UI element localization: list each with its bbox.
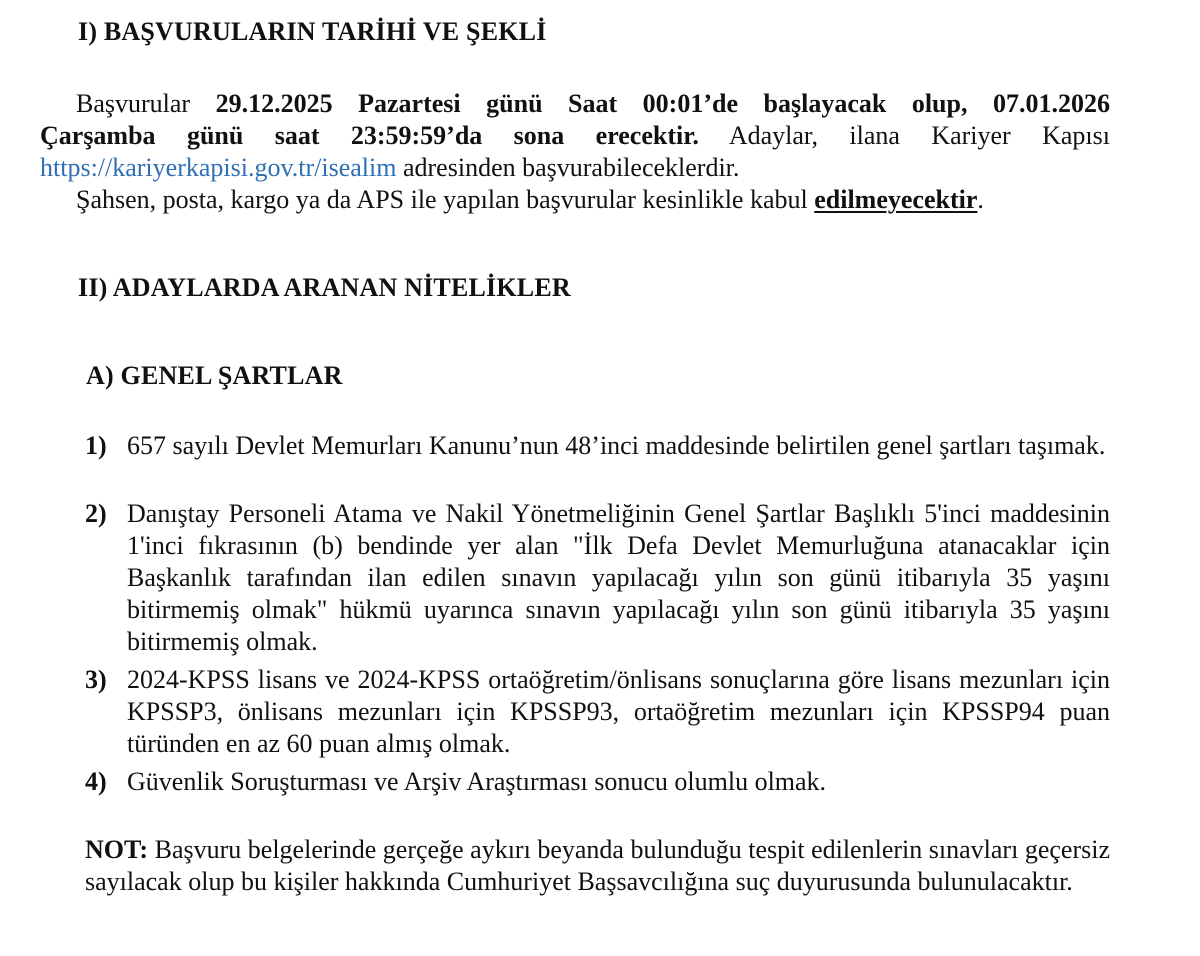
application-line-1 xyxy=(40,88,1110,120)
note-label: NOT: xyxy=(85,835,149,864)
list-item-text: 657 sayılı Devlet Memurları Kanunu’nun 48’inci maddesinde belirtilen genel şartları taşımak. xyxy=(127,431,1106,460)
application-line-3 xyxy=(40,152,1110,184)
subheading-general-conditions: A) GENEL ŞARTLAR xyxy=(86,361,343,390)
application-intro-text: Başvurular xyxy=(76,89,216,118)
list-item-text: Danıştay Personeli Atama ve Nakil Yönetmeliğinin Genel Şartlar Başlıklı 5'inci maddesinin 1'inci fıkrasının (b) bendinde yer alan "İlk Defa Devlet Memurluğuna atanacaklar için Başkanlık tarafından ilan edilen sınavın yapılacağı yılın son günü itibarıyla 35 yaşını bitirmemiş olmak" hükmü uyarınca sınavın yapılacağı yılın son günü itibarıyla 35 yaşını bitirmemiş olmak. xyxy=(127,499,1110,656)
list-item xyxy=(85,498,1110,660)
application-end-date: Çarşamba günü saat 23:59:59’da sona erecektir. xyxy=(40,121,699,150)
application-start-date: 29.12.2025 Pazartesi günü Saat 00:01’de başlayacak olup, 07.01.2026 xyxy=(215,89,1110,118)
note-text: Başvuru belgelerinde gerçeğe aykırı beyanda bulunduğu tespit edilenlerin sınavları geçersiz sayılacak olup bu kişiler hakkında Cumhuriyet Başsavcılığına suç duyurusunda bulunulacaktır. xyxy=(85,835,1110,896)
in-person-rejection-text: Şahsen, posta, kargo ya da APS ile yapılan başvurular kesinlikle kabul xyxy=(76,185,815,214)
section-heading-qualifications: II) ADAYLARDA ARANAN NİTELİKLER xyxy=(78,273,571,302)
list-item-text: Güvenlik Soruşturması ve Arşiv Araştırması sonucu olumlu olmak. xyxy=(127,767,827,796)
list-item-number: 1) xyxy=(85,431,107,460)
list-item-text: 2024-KPSS lisans ve 2024-KPSS ortaöğretim/önlisans sonuçlarına göre lisans mezunları için KPSSP3, önlisans mezunları için KPSSP93, ortaöğretim mezunları için KPSSP94 puan türünden en az 60 puan almış olmak. xyxy=(127,665,1110,758)
list-item-number: 4) xyxy=(85,767,107,796)
kariyer-kapisi-link[interactable]: https://kariyerkapisi.gov.tr/isealim xyxy=(40,153,397,182)
list-item-number: 3) xyxy=(85,665,107,694)
note-paragraph xyxy=(85,834,1110,898)
list-item xyxy=(85,664,1110,762)
application-portal-text: Adaylar, ilana Kariyer Kapısı xyxy=(698,121,1110,150)
application-line-4 xyxy=(40,184,1110,216)
not-accepted-emphasis: edilmeyecektir xyxy=(814,185,978,214)
list-item-number: 2) xyxy=(85,499,107,528)
list-item xyxy=(85,766,1110,800)
application-paragraph xyxy=(40,88,1110,216)
application-link-suffix: adresinden başvurabileceklerdir. xyxy=(396,153,740,182)
period: . xyxy=(977,185,984,214)
application-line-2 xyxy=(40,120,1110,152)
list-item xyxy=(85,430,1110,494)
section-heading-application-date: I) BAŞVURULARIN TARİHİ VE ŞEKLİ xyxy=(78,17,547,46)
